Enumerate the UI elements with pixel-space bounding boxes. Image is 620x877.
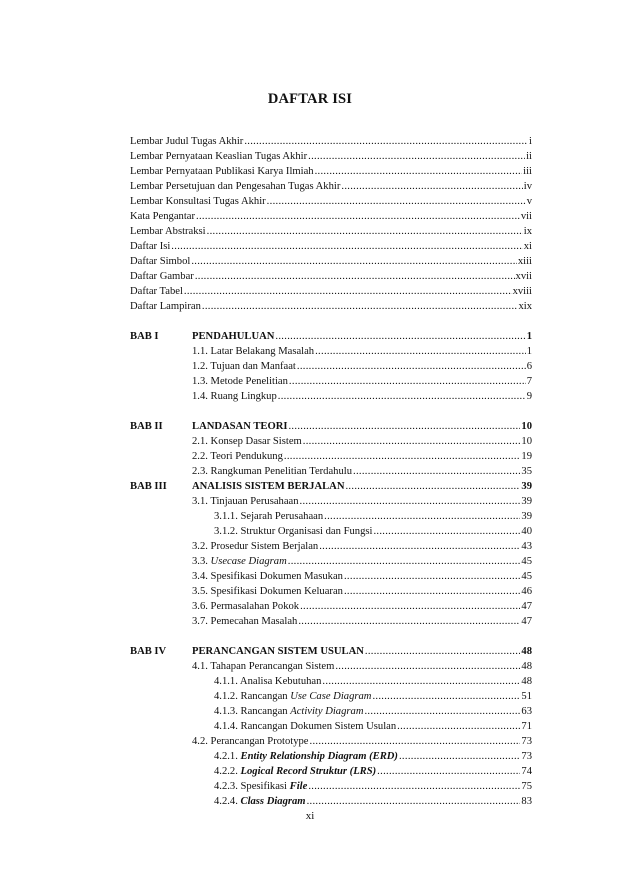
leader-dots — [377, 765, 520, 779]
toc-entry-page: 1 — [526, 346, 532, 357]
toc-entry-label: 4.1. Tahapan Perancangan Sistem — [192, 661, 335, 672]
toc-entry-label: 3.2. Prosedur Sistem Berjalan — [192, 541, 319, 552]
toc-entry-label: 4.1.4. Rancangan Dokumen Sistem Usulan — [214, 721, 397, 732]
chapter-heading[interactable] — [130, 330, 532, 344]
leader-dots — [365, 645, 521, 659]
toc-entry[interactable] — [192, 345, 532, 359]
toc-entry-page: 9 — [526, 391, 532, 402]
chapter-heading[interactable] — [130, 645, 532, 659]
toc-entry-label: Lembar Judul Tugas Akhir — [130, 136, 244, 147]
toc-entry-label: Daftar Isi — [130, 241, 171, 252]
leader-dots — [184, 285, 512, 299]
leader-dots — [195, 270, 515, 284]
toc-entry-label: 4.2.4. Class Diagram — [214, 796, 306, 807]
leader-dots — [372, 690, 520, 704]
leader-dots — [288, 555, 521, 569]
leader-dots — [171, 240, 522, 254]
toc-entry[interactable] — [192, 465, 532, 479]
toc-entry-page: 63 — [521, 706, 532, 717]
leader-dots — [267, 195, 526, 209]
toc-entry[interactable] — [192, 585, 532, 599]
toc-entry-label: 3.7. Pemecahan Masalah — [192, 616, 298, 627]
leader-dots — [289, 375, 526, 389]
leader-dots — [315, 165, 523, 179]
leader-dots — [364, 705, 520, 719]
chapter-heading[interactable] — [130, 420, 532, 434]
toc-entry-label: 4.1.3. Rancangan Activity Diagram — [214, 706, 364, 717]
toc-entry[interactable] — [130, 225, 532, 239]
leader-dots — [399, 750, 520, 764]
toc-entry-label: 2.1. Konsep Dasar Sistem — [192, 436, 302, 447]
leader-dots — [202, 300, 518, 314]
leader-dots — [191, 255, 517, 269]
toc-entry[interactable] — [214, 705, 532, 719]
toc-entry[interactable] — [130, 210, 532, 224]
leader-dots — [275, 330, 525, 344]
toc-entry[interactable] — [130, 255, 532, 269]
leader-dots — [324, 510, 520, 524]
chapter-number: BAB III — [130, 481, 167, 492]
toc-entry-page: v — [526, 196, 532, 207]
chapter-page: 39 — [521, 481, 532, 492]
toc-entry-page: 46 — [521, 586, 532, 597]
toc-entry-page: 35 — [521, 466, 532, 477]
toc-entry[interactable] — [214, 510, 532, 524]
toc-entry-page: 19 — [521, 451, 532, 462]
toc-entry[interactable] — [214, 720, 532, 734]
toc-entry-label: Daftar Gambar — [130, 271, 194, 282]
leader-dots — [344, 570, 520, 584]
toc-entry[interactable] — [214, 675, 532, 689]
toc-entry-label: 4.1.2. Rancangan Use Case Diagram — [214, 691, 372, 702]
chapter-page: 48 — [521, 646, 532, 657]
toc-entry[interactable] — [192, 360, 532, 374]
chapter-number: BAB IV — [130, 646, 167, 657]
toc-entry-page: 47 — [521, 601, 532, 612]
toc-entry[interactable] — [192, 540, 532, 554]
leader-dots — [300, 495, 521, 509]
toc-entry[interactable] — [130, 240, 532, 254]
toc-entry-label: Lembar Abstraksi — [130, 226, 206, 237]
leader-dots — [284, 450, 521, 464]
toc-entry[interactable] — [130, 165, 532, 179]
chapter-number: BAB I — [130, 331, 159, 342]
toc-entry[interactable] — [130, 300, 532, 314]
toc-entry[interactable] — [192, 375, 532, 389]
toc-entry[interactable] — [192, 435, 532, 449]
toc-entry[interactable] — [192, 555, 532, 569]
toc-entry-page: xiii — [517, 256, 532, 267]
toc-entry[interactable] — [192, 600, 532, 614]
toc-entry[interactable] — [192, 495, 532, 509]
toc-entry-label: 2.2. Teori Pendukung — [192, 451, 283, 462]
toc-entry-page: 7 — [526, 376, 532, 387]
toc-entry-label: 3.5. Spesifikasi Dokumen Keluaran — [192, 586, 343, 597]
toc-entry[interactable] — [214, 525, 532, 539]
leader-dots — [315, 345, 526, 359]
leader-dots — [344, 585, 520, 599]
toc-entry[interactable] — [130, 135, 532, 149]
toc-entry-page: 73 — [521, 751, 532, 762]
toc-entry-label: Daftar Simbol — [130, 256, 191, 267]
toc-entry-page: 10 — [521, 436, 532, 447]
toc-entry-page: xi — [523, 241, 532, 252]
toc-entry[interactable] — [214, 795, 532, 809]
toc-entry-label: Lembar Konsultasi Tugas Akhir — [130, 196, 266, 207]
leader-dots — [308, 780, 520, 794]
toc-entry-page: 43 — [521, 541, 532, 552]
chapter-title: PENDAHULUAN — [192, 331, 275, 342]
toc-entry-label: 4.2.3. Spesifikasi File — [214, 781, 308, 792]
toc-entry-page: ii — [526, 151, 532, 162]
toc-entry-page: 45 — [521, 556, 532, 567]
toc-entry-page: 73 — [521, 736, 532, 747]
leader-dots — [319, 540, 520, 554]
leader-dots — [207, 225, 523, 239]
toc-entry-label: 3.6. Permasalahan Pokok — [192, 601, 300, 612]
toc-entry-label: 1.1. Latar Belakang Masalah — [192, 346, 315, 357]
toc-entry-page: xvii — [515, 271, 532, 282]
toc-entry-page: 47 — [521, 616, 532, 627]
toc-entry[interactable] — [214, 750, 532, 764]
leader-dots — [308, 150, 525, 164]
leader-dots — [310, 735, 521, 749]
leader-dots — [300, 600, 520, 614]
chapter-page: 10 — [521, 421, 532, 432]
toc-entry-page: 83 — [521, 796, 532, 807]
toc-entry-page: iii — [523, 166, 532, 177]
toc-entry-page: 40 — [521, 526, 532, 537]
toc-entry[interactable] — [214, 765, 532, 779]
toc-entry-label: 3.3. Usecase Diagram — [192, 556, 287, 567]
toc-entry-page: 51 — [521, 691, 532, 702]
chapter-title: PERANCANGAN SISTEM USULAN — [192, 646, 364, 657]
chapter-number: BAB II — [130, 421, 163, 432]
toc-entry[interactable] — [214, 690, 532, 704]
toc-entry[interactable] — [130, 180, 532, 194]
toc-entry-page: xix — [518, 301, 532, 312]
leader-dots — [345, 480, 520, 494]
toc-entry[interactable] — [192, 735, 532, 749]
toc-entry-page: 39 — [521, 511, 532, 522]
toc-entry[interactable] — [130, 195, 532, 209]
toc-entry-label: 3.1.2. Struktur Organisasi dan Fungsi — [214, 526, 373, 537]
toc-entry-page: 39 — [521, 496, 532, 507]
toc-entry-page: vii — [520, 211, 532, 222]
chapter-title: LANDASAN TEORI — [192, 421, 288, 432]
toc-entry-label: Lembar Pernyataan Publikasi Karya Ilmiah — [130, 166, 314, 177]
toc-entry-label: 4.2.2. Logical Record Struktur (LRS) — [214, 766, 377, 777]
leader-dots — [297, 360, 526, 374]
leader-dots — [335, 660, 520, 674]
leader-dots — [307, 795, 521, 809]
toc-entry-page: xviii — [512, 286, 532, 297]
toc-entry-label: 1.2. Tujuan dan Manfaat — [192, 361, 296, 372]
toc-entry-page: 48 — [521, 676, 532, 687]
toc-entry-label: 3.1.1. Sejarah Perusahaan — [214, 511, 324, 522]
toc-entry-label: 4.1.1. Analisa Kebutuhan — [214, 676, 322, 687]
leader-dots — [244, 135, 528, 149]
toc-entry-page: ix — [523, 226, 532, 237]
toc-entry[interactable] — [192, 390, 532, 404]
leader-dots — [397, 720, 520, 734]
chapter-title: ANALISIS SISTEM BERJALAN — [192, 481, 345, 492]
toc-entry[interactable] — [192, 615, 532, 629]
toc-entry-label: Daftar Lampiran — [130, 301, 201, 312]
toc-entry-label: 3.1. Tinjauan Perusahaan — [192, 496, 299, 507]
toc-entry-page: i — [529, 136, 532, 147]
page-number: xi — [305, 810, 315, 822]
toc-entry[interactable] — [130, 270, 532, 284]
chapter-page: 1 — [526, 331, 532, 342]
toc-entry[interactable] — [130, 150, 532, 164]
toc-entry-label: 1.3. Metode Penelitian — [192, 376, 288, 387]
leader-dots — [341, 180, 522, 194]
toc-entry-page: 45 — [521, 571, 532, 582]
toc-entry[interactable] — [192, 660, 532, 674]
toc-entry[interactable] — [192, 450, 532, 464]
leader-dots — [278, 390, 526, 404]
toc-entry-page: 48 — [521, 661, 532, 672]
toc-entry-label: 4.2.1. Entity Relationship Diagram (ERD) — [214, 751, 398, 762]
toc-entry[interactable] — [130, 285, 532, 299]
toc-entry-label: Lembar Persetujuan dan Pengesahan Tugas Akhir — [130, 181, 341, 192]
toc-entry-label: 2.3. Rangkuman Penelitian Terdahulu — [192, 466, 353, 477]
toc-entry[interactable] — [192, 570, 532, 584]
leader-dots — [353, 465, 520, 479]
leader-dots — [303, 435, 521, 449]
toc-entry[interactable] — [214, 780, 532, 794]
toc-entry-page: 71 — [521, 721, 532, 732]
leader-dots — [298, 615, 520, 629]
page-title: DAFTAR ISI — [267, 91, 353, 107]
toc-entry-page: iv — [523, 181, 532, 192]
toc-entry-label: Daftar Tabel — [130, 286, 183, 297]
leader-dots — [322, 675, 520, 689]
toc-entry-page: 74 — [521, 766, 532, 777]
toc-entry-label: Kata Pengantar — [130, 211, 196, 222]
toc-entry-label: 3.4. Spesifikasi Dokumen Masukan — [192, 571, 343, 582]
toc-entry-page: 6 — [526, 361, 532, 372]
leader-dots — [288, 420, 520, 434]
toc-entry-label: Lembar Pernyataan Keaslian Tugas Akhir — [130, 151, 308, 162]
leader-dots — [196, 210, 520, 224]
toc-entry-label: 4.2. Perancangan Prototype — [192, 736, 309, 747]
toc-entry-label: 1.4. Ruang Lingkup — [192, 391, 277, 402]
chapter-heading[interactable] — [130, 480, 532, 494]
toc-entry-page: 75 — [521, 781, 532, 792]
leader-dots — [373, 525, 520, 539]
